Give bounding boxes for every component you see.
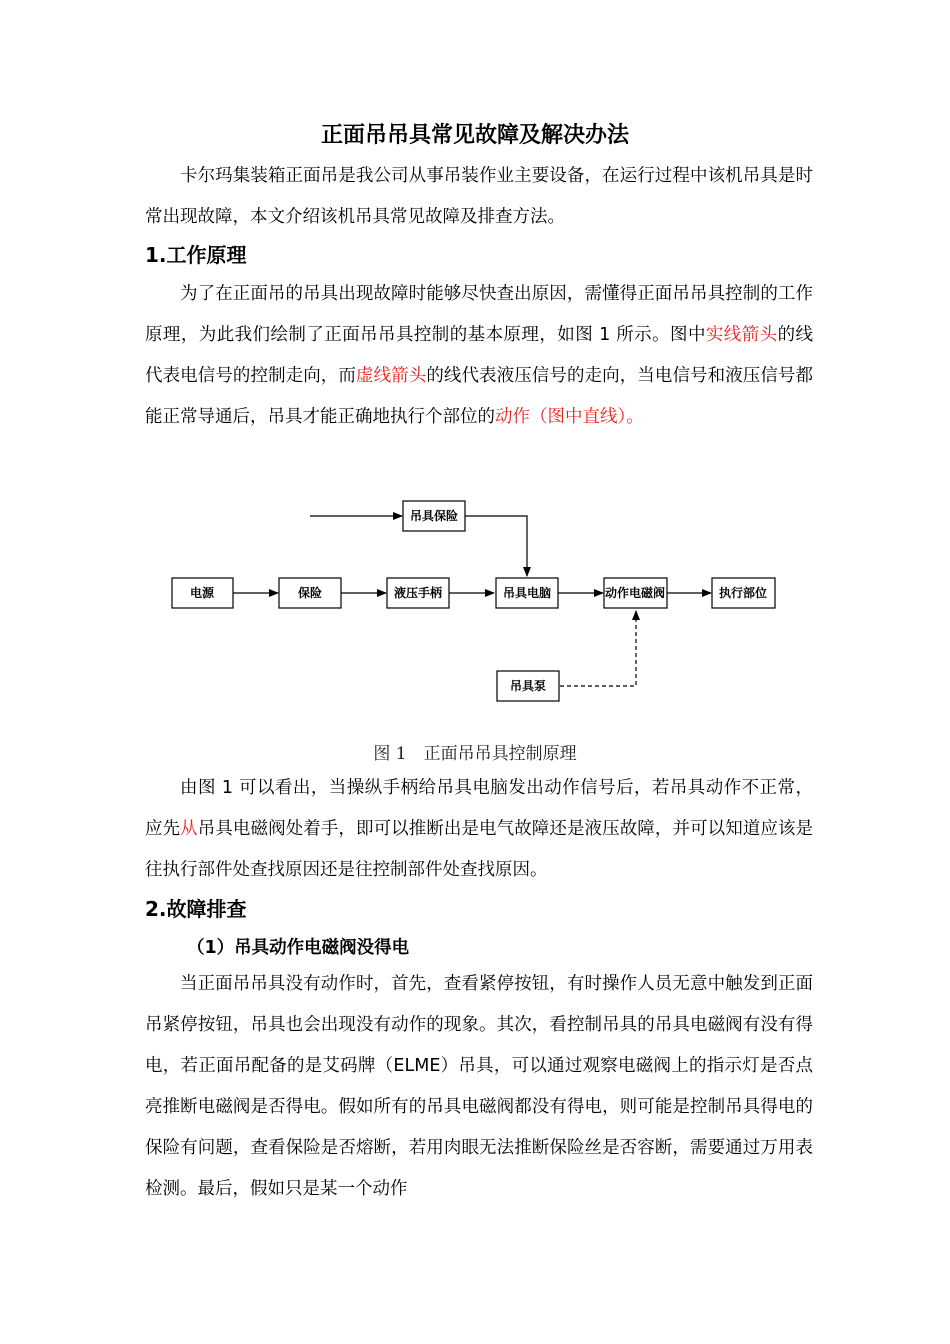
svg-text:动作电磁阀: 动作电磁阀 — [604, 586, 666, 600]
dashed-arrow-pump-to-valve — [560, 611, 636, 686]
box-pump — [497, 671, 559, 701]
svg-text:液压手柄: 液压手柄 — [393, 586, 443, 600]
figure-explanation-paragraph — [145, 768, 813, 891]
section-2-heading: 2.故障排查 — [145, 897, 247, 921]
svg-text:吊具电脑: 吊具电脑 — [502, 586, 552, 600]
svg-text:执行部位: 执行部位 — [718, 586, 768, 600]
svg-text:吊具泵: 吊具泵 — [509, 679, 547, 693]
box-fuse-top — [403, 501, 465, 531]
control-diagram — [160, 490, 800, 715]
highlight-action: 动作（图中直线）。 — [495, 407, 644, 427]
figure-caption: 图 1 正面吊吊具控制原理 — [373, 744, 577, 764]
box-power — [172, 578, 233, 608]
section-1-paragraph — [145, 274, 813, 438]
box-joystick — [387, 578, 449, 608]
subsection-1-heading: （1）吊具动作电磁阀没得电 — [187, 938, 410, 958]
document-title: 正面吊吊具常见故障及解决办法 — [320, 123, 629, 148]
box-actuator — [712, 578, 775, 608]
box-valve — [604, 578, 667, 608]
svg-text:保险: 保险 — [297, 586, 323, 600]
box-computer — [496, 578, 558, 608]
highlight-from: 从 — [180, 819, 198, 839]
arrow-fuse-top-to-computer — [465, 516, 527, 576]
text-run: 为了在正面吊的吊具出现故障时能够尽快查出原因，需懂得正面吊吊具控制的工作原理，为此我们绘制了正面吊吊具控制的基本原理，如图 1 所示。图中 — [145, 284, 813, 345]
svg-text:电源: 电源 — [189, 586, 215, 600]
intro-paragraph: 卡尔玛集装箱正面吊是我公司从事吊装作业主要设备，在运行过程中该机吊具是时常出现故障，本文介绍该机吊具常见故障及排查方法。 — [145, 166, 813, 227]
highlight-solid-arrow: 实线箭头 — [705, 325, 778, 345]
highlight-dashed-arrow: 虚线箭头 — [355, 366, 427, 386]
svg-text:吊具保险: 吊具保险 — [409, 509, 459, 523]
text-run: 的线代表电信号的控制走向，而 — [145, 325, 814, 386]
section-1-heading: 1.工作原理 — [145, 243, 247, 267]
text-run: 吊具电磁阀处着手，即可以推断出是电气故障还是液压故障，并可以知道应该是往执行部件处查找原因还是往控制部件处查找原因。 — [145, 819, 814, 880]
text-run: 由图 1 可以看出，当操纵手柄给吊具电脑发出动作信号后，若吊具动作不正常，应先 — [145, 778, 813, 839]
section-2-paragraph: 当正面吊吊具没有动作时，首先，查看紧停按钮，有时操作人员无意中触发到正面吊紧停按钮，吊具也会出现没有动作的现象。其次，看控制吊具的吊具电磁阀有没有得电，若正面吊配备的是艾码牌（ELME）吊具，可以通过观察电磁阀上的指示灯是否点亮推断电磁阀是否得电。假如所有的吊具电磁阀都没有得电，则可能是控制吊具得电的保险有问题，查看保险是否熔断，若用肉眼无法推断保险丝是否容断，需要通过万用表检测。最后，假如只是某一个动作 — [145, 974, 813, 1199]
box-fuse — [279, 578, 341, 608]
text-run: 的线代表液压信号的走向，当电信号和液压信号都能正常导通后，吊具才能正确地执行个部位的 — [145, 366, 814, 427]
